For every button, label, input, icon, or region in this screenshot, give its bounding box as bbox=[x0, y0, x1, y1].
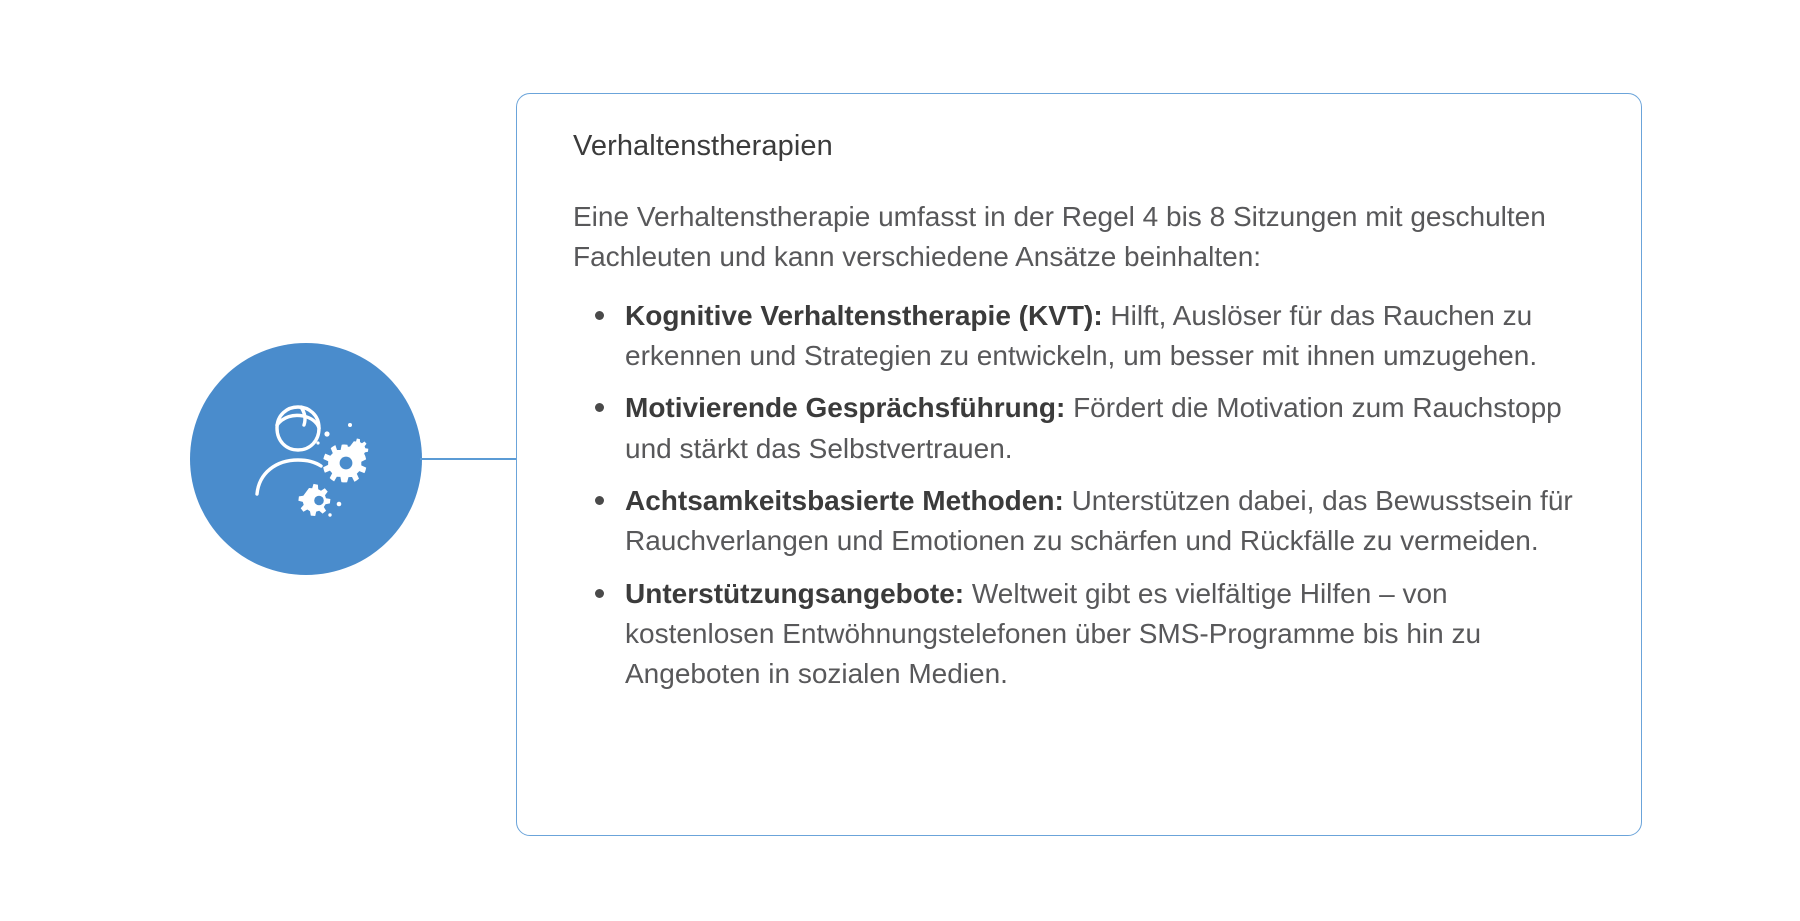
list-item-lead: Motivierende Gesprächsführung: bbox=[625, 392, 1066, 424]
card-intro-text: Eine Verhaltenstherapie umfasst in der Regel 4 bis 8 Sitzungen mit geschulten Fachleuten und kann verschiedene Ansätze beinhalten: bbox=[573, 201, 1546, 273]
list-item bbox=[573, 388, 1585, 469]
list-item bbox=[573, 296, 1585, 377]
person-with-gears-icon bbox=[190, 343, 422, 575]
list-item-rest: Weltweit gibt es vielfältige Hilfen – von kostenlosen Entwöhnungstelefonen über SMS-Programme bis hin zu Angeboten in sozialen Medien. bbox=[625, 577, 1482, 690]
list-item-rest: Unterstützen dabei, das Bewusstsein für Rauchverlangen und Emotionen zu schärfen und Rückfälle zu vermeiden. bbox=[625, 484, 1573, 557]
connector-line bbox=[420, 458, 520, 460]
list-item-rest: Fördert die Motivation zum Rauchstopp und stärkt das Selbstvertrauen. bbox=[625, 392, 1562, 464]
bullet-dot-icon bbox=[595, 496, 604, 505]
list-item-lead: Kognitive Verhaltenstherapie (KVT): bbox=[625, 299, 1103, 331]
bullet-dot-icon bbox=[595, 403, 604, 412]
therapy-list bbox=[573, 296, 1585, 695]
list-item bbox=[573, 574, 1585, 695]
bullet-dot-icon bbox=[595, 589, 604, 598]
list-item-lead: Achtsamkeitsbasierte Methoden: bbox=[625, 484, 1064, 516]
list-item-rest: Hilft, Auslöser für das Rauchen zu erkennen und Strategien zu entwickeln, um besser mit ihnen umzugehen. bbox=[625, 299, 1538, 371]
card-title: Verhaltenstherapien bbox=[573, 130, 833, 162]
list-item-lead: Unterstützungsangebote: bbox=[625, 577, 965, 609]
list-item bbox=[573, 481, 1585, 562]
info-card bbox=[516, 93, 1642, 836]
bullet-dot-icon bbox=[595, 311, 604, 320]
